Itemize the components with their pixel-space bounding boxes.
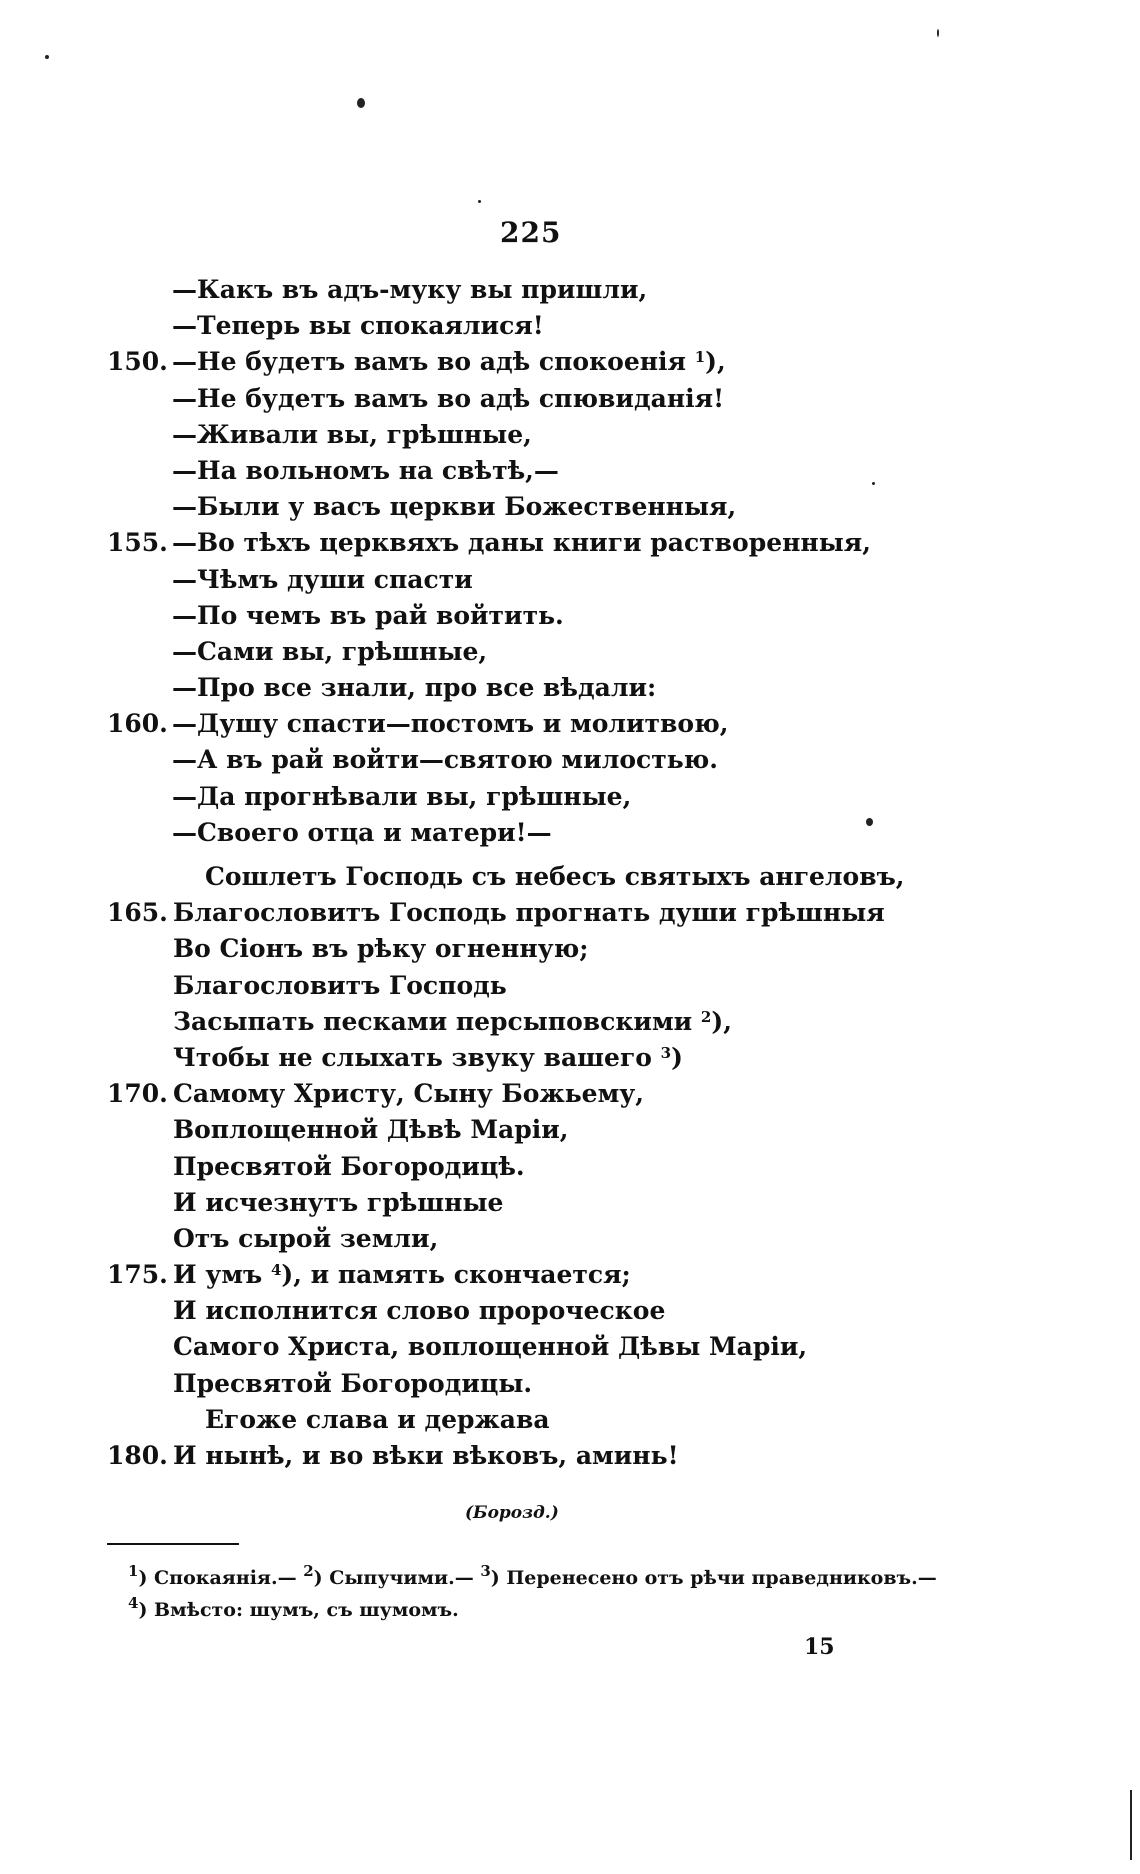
poem-line (0, 815, 1140, 851)
footnote-rule (107, 1543, 239, 1545)
line-text: Сошлетъ Господь съ небесъ святыхъ ангеловъ, (205, 862, 905, 891)
line-number: 160. (107, 709, 168, 739)
line-number: 150. (107, 347, 168, 377)
poem-line (0, 272, 1140, 308)
line-number: 170. (107, 1079, 168, 1109)
poem-line (0, 417, 1140, 453)
line-text: —Теперь вы спокаялися! (172, 311, 544, 341)
line-text: И исполнится слово пророческое (173, 1296, 666, 1326)
footnote-mark: 3 (480, 1562, 491, 1580)
poem-line (0, 1040, 1140, 1076)
footnote-text: ) Вмѣсто: шумъ, съ шумомъ. (138, 1599, 459, 1621)
footnote-text: ) Спокаянія.— (138, 1567, 304, 1589)
poem-line (0, 1076, 1140, 1112)
footnote-line (128, 1594, 937, 1626)
poem-line (0, 1221, 1140, 1257)
line-text: Благословитъ Господь (173, 970, 507, 1000)
poem (0, 272, 1140, 1474)
ink-speck (357, 98, 365, 108)
line-text: —Живали вы, грѣшные, (172, 419, 532, 449)
footnote-ref: 1 (694, 348, 706, 367)
footnotes (128, 1562, 937, 1626)
poem-line (0, 1438, 1140, 1474)
poem-line (0, 1402, 1140, 1438)
poem-line (0, 931, 1140, 967)
poem-line (0, 895, 1140, 931)
poem-line (0, 1329, 1140, 1365)
poem-line (0, 1366, 1140, 1402)
poem-line (0, 562, 1140, 598)
poem-line (0, 859, 1140, 895)
poem-line (0, 344, 1140, 380)
ink-speck (866, 818, 873, 826)
line-text: —Душу спасти—постомъ и молитвою, (172, 709, 729, 739)
poem-line (0, 1293, 1140, 1329)
line-text: —По чемъ въ рай войтить. (172, 600, 564, 630)
line-text: —Были у васъ церкви Божественныя, (172, 492, 737, 522)
page-number: 225 (500, 216, 562, 249)
line-text: —Своего отца и матери!— (172, 817, 552, 847)
poem-line (0, 1004, 1140, 1040)
line-text: Самому Христу, Сыну Божьему, (173, 1079, 644, 1109)
line-text: Пресвятой Богородицѣ. (173, 1151, 525, 1181)
line-text: И умъ $^4$), и память скончается; (173, 1260, 631, 1290)
footnote-mark: 4 (128, 1594, 139, 1612)
poem-line (0, 670, 1140, 706)
poem-line (0, 1112, 1140, 1148)
line-text: Егоже слава и держава (205, 1404, 550, 1434)
poem-line (0, 779, 1140, 815)
line-number: 165. (107, 898, 168, 928)
poem-line (0, 1149, 1140, 1185)
line-text: И нынѣ, и во вѣки вѣковъ, аминь! (173, 1441, 679, 1470)
line-text: —Во тѣхъ церквяхъ даны книги растворенныя, (172, 528, 871, 558)
line-text: Отъ сырой земли, (173, 1223, 439, 1253)
poem-line (0, 1185, 1140, 1221)
line-text: Засыпать песками персыповскими $^2$), (173, 1006, 732, 1036)
footnote-text: ) Перенесено отъ рѣчи праведниковъ.— (490, 1567, 937, 1589)
source-attribution: (Борозд.) (465, 1503, 559, 1523)
poem-line (0, 381, 1140, 417)
poem-line (0, 1257, 1140, 1293)
poem-line (0, 742, 1140, 778)
footnote-ref: 3 (660, 1043, 672, 1062)
footnote-mark: 1 (128, 1562, 139, 1580)
line-text: Пресвятой Богородицы. (173, 1368, 533, 1398)
line-text: —Да прогнѣвали вы, грѣшные, (172, 781, 632, 811)
line-text: —Не будетъ вамъ во адѣ спокоенія $^1$), (172, 347, 726, 377)
footnote-text: ) Сыпучими.— (313, 1567, 481, 1589)
line-text: —Про все знали, про все вѣдали: (172, 673, 657, 703)
line-number: 180. (107, 1441, 168, 1470)
line-number: 155. (107, 528, 168, 558)
line-text: Самого Христа, воплощенной Дѣвы Маріи, (173, 1332, 808, 1362)
ink-speck (872, 482, 875, 485)
printer-signature: 15 (804, 1634, 835, 1660)
line-text: —Какъ въ адъ-муку вы пришли, (172, 275, 648, 304)
line-text: Благословитъ Господь прогнать души грѣшныя (173, 898, 885, 928)
footnote-line (128, 1562, 937, 1594)
poem-line (0, 308, 1140, 344)
line-text: —Сами вы, грѣшные, (172, 636, 488, 666)
footnote-mark: 2 (303, 1562, 314, 1580)
line-text: —Не будетъ вамъ во адѣ спювиданія! (172, 383, 725, 413)
poem-line (0, 489, 1140, 525)
poem-line (0, 525, 1140, 561)
poem-line (0, 453, 1140, 489)
line-number: 175. (107, 1260, 168, 1290)
poem-line (0, 968, 1140, 1004)
ink-speck (1130, 1790, 1132, 1860)
footnote-ref: 4 (270, 1261, 282, 1280)
line-text: —А въ рай войти—святою милостью. (172, 745, 719, 775)
line-text: Чтобы не слыхать звуку вашего $^3$) (173, 1042, 683, 1072)
poem-line (0, 706, 1140, 742)
poem-line (0, 598, 1140, 634)
line-text: И исчезнутъ грѣшные (173, 1187, 504, 1217)
ink-speck (937, 29, 939, 37)
line-text: —Чѣмъ души спасти (172, 564, 473, 594)
line-text: Воплощенной Дѣвѣ Маріи, (173, 1115, 569, 1145)
poem-line (0, 634, 1140, 670)
ink-speck (45, 55, 49, 59)
footnote-ref: 2 (700, 1007, 712, 1026)
line-text: Во Сіонъ въ рѣку огненную; (173, 934, 589, 964)
ink-speck (478, 200, 481, 203)
line-text: —На вольномъ на свѣтѣ,— (172, 455, 559, 485)
